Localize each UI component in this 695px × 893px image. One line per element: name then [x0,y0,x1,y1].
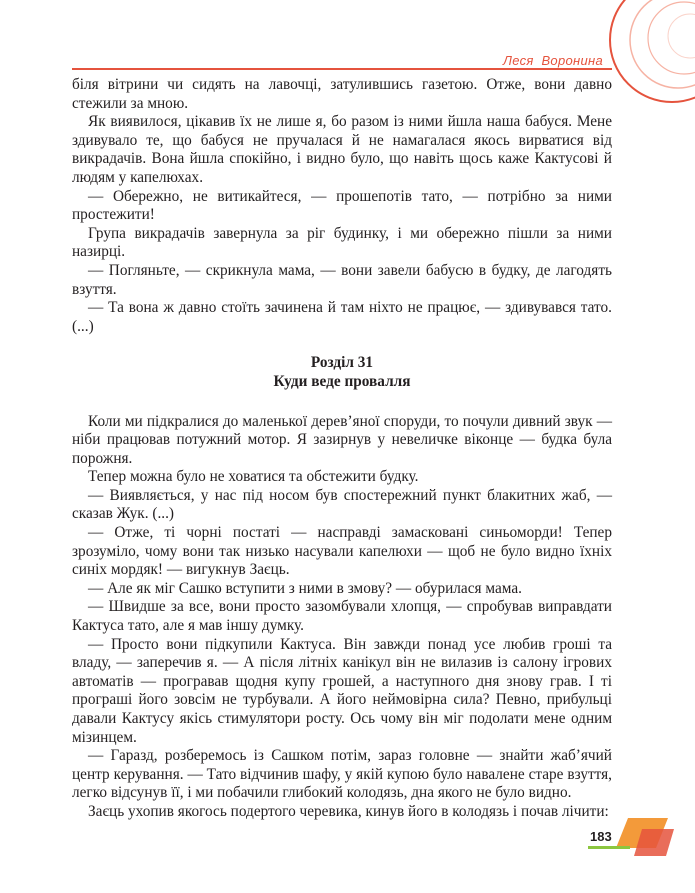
chapter-heading [72,354,612,391]
paragraph: Тепер можна було не ховатися та обстежити будку. [88,468,419,486]
running-header-author: Леся Воронина [503,53,603,68]
corner-circles-graphic [610,0,695,102]
page-text [72,76,612,822]
paragraph: — Швидше за все, вони просто зазомбували хлопця, — спробував виправдати Кактуса тато, але я мав іншу думку. [72,598,612,635]
paragraph: — Просто вони підкупили Кактуса. Він завжди понад усе любив гроші та владу, — заперечив я. — А після літніх канікул він не вилазив із салону ігрових автоматів — програвав щодня купу грошей, а наступного дня знову грав. І ті програші його зовсім не турбували. А його неймовірна сила? Певно, прибульці давали Кактусу якісь стимулятори росту. Ось чому він міг подолати мене одним мізинцем. [72,635,612,746]
paragraph: Група викрадачів завернула за ріг будинку, і ми обережно пішли за ними назирці. [72,224,612,261]
paragraph: — Та вона ж давно стоїть зачинена й там ніхто не працює, — здивувався тато. (...) [72,299,612,335]
paragraph: — Погляньте, — скрикнула мама, — вони завели бабусю в будку, де лагодять взуття. [72,261,612,298]
paragraph: — Отже, ті чорні постаті — насправді замасковані синьоморди! Тепер зрозуміло, чому вони так низько насували капелюхи — щоб не було видно їхніх синіх мордяк! — вигукнув Заєць. [72,524,612,579]
paragraph: — Гаразд, розберемось із Сашком потім, зараз головне — знайти жаб’ячий центр керування. — Тато відчинив шафу, у якій купою було навалене старе взуття, легко відсунув її, і ми побачили глибокий колодязь, дна якого не було видно. [72,747,612,802]
paragraph: — Обережно, не витикайтеся, — прошепотів тато, — потрібно за ними простежити! [72,187,612,224]
paragraph: біля вітрини чи сидять на лавочці, затулившись газетою. Отже, вони давно стежили за мною. [72,76,612,112]
page-number: 183 [590,829,612,844]
paragraph: — Але як міг Сашко вступити з ними в змову? — обурилася мама. [88,579,522,597]
paragraph: — Виявляється, у нас під носом був спостережний пункт блакитних жаб, — сказав Жук. (...) [72,486,612,523]
paragraph: Заєць ухопив якогось подертого черевика, кинув його в колодязь і почав лічити: [88,802,609,820]
paragraph: Як виявилося, цікавив їх не лише я, бо разом із ними йшла наша бабуся. Мене здивувало те, що бабуся не пручалася й не намагалася якось вирватися від викрадачів. Вона йшла спокійно, і видно було, що навіть щось каже Кактусові й людям у капелюхах. [72,113,612,186]
header-rule [72,68,612,70]
chapter-number: Розділ 31 [310,354,374,372]
chapter-title: Куди веде провалля [273,372,411,390]
paragraph: Коли ми підкралися до маленької дерев’яної споруди, то почули дивний звук — ніби працював потужний мотор. Я зазирнув у невеличке віконце — будка була порожня. [72,412,612,467]
